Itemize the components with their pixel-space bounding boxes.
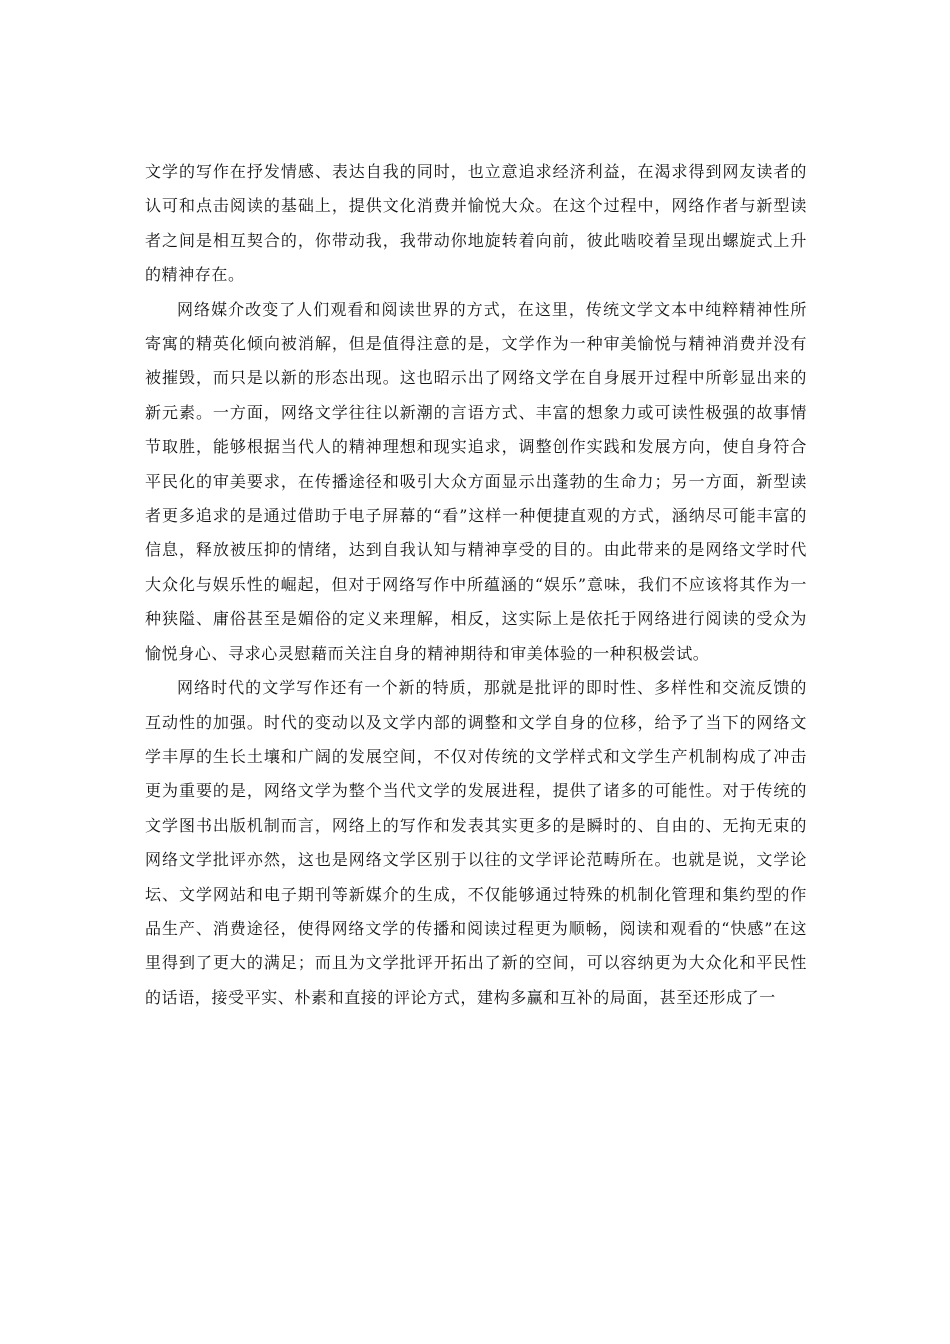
paragraph-network-era-criticism: 网络时代的文学写作还有一个新的特质，那就是批评的即时性、多样性和交流反馈的互动性的加强。时代的变动以及文学内部的调整和文学自身的位移，给予了当下的网络文学丰厚的生长土壤和广阔的发展空间，不仅对传统的文学样式和文学生产机制构成了冲击更为重要的是，网络文学为整个当代文学的发展进程，提供了诸多的可能性。对于传统的文学图书出版机制而言，网络上的写作和发表其实更多的是瞬时的、自由的、无拘无束的网络文学批评亦然，这也是网络文学区别于以往的文学评论范畴所在。也就是说，文学论坛、文学网站和电子期刊等新媒介的生成，不仅能够通过特殊的机制化管理和集约型的作品生产、消费途径，使得网络文学的传播和阅读过程更为顺畅，阅读和观看的“快感”在这里得到了更大的满足；而且为文学批评开拓出了新的空间，可以容纳更为大众化和平民性的话语，接受平实、朴素和直接的评论方式，建构多赢和互补的局面，甚至还形成了一 — [145, 678, 807, 1007]
paragraph-continued: 文学的写作在抒发情感、表达自我的同时，也立意追求经济利益，在渴求得到网友读者的认可和点击阅读的基础上，提供文化消费并愉悦大众。在这个过程中，网络作者与新型读者之间是相互契合的，你带动我，我带动你地旋转着向前，彼此啮咬着呈现出螺旋式上升的精神存在。 — [145, 162, 807, 285]
paragraph-network-media: 网络媒介改变了人们观看和阅读世界的方式，在这里，传统文学文本中纯粹精神性所寄寓的精英化倾向被消解，但是值得注意的是，文学作为一种审美愉悦与精神消费并没有被摧毁，而只是以新的形态出现。这也昭示出了网络文学在自身展开过程中所彰显出来的新元素。一方面，网络文学往往以新潮的言语方式、丰富的想象力或可读性极强的故事情节取胜，能够根据当代人的精神理想和现实追求，调整创作实践和发展方向，使自身符合平民化的审美要求，在传播途径和吸引大众方面显示出蓬勃的生命力；另一方面，新型读者更多追求的是通过借助于电子屏幕的“看”这样一种便捷直观的方式，涵纳尽可能丰富的信息，释放被压抑的情绪，达到自我认知与精神享受的目的。由此带来的是网络文学时代大众化与娱乐性的崛起，但对于网络写作中所蕴涵的“娱乐”意味，我们不应该将其作为一种狭隘、庸俗甚至是媚俗的定义来理解，相反，这实际上是依托于网络进行阅读的受众为愉悦身心、寻求心灵慰藉而关注自身的精神期待和审美体验的一种积极尝试。 — [145, 299, 807, 663]
document-body — [145, 155, 807, 1015]
